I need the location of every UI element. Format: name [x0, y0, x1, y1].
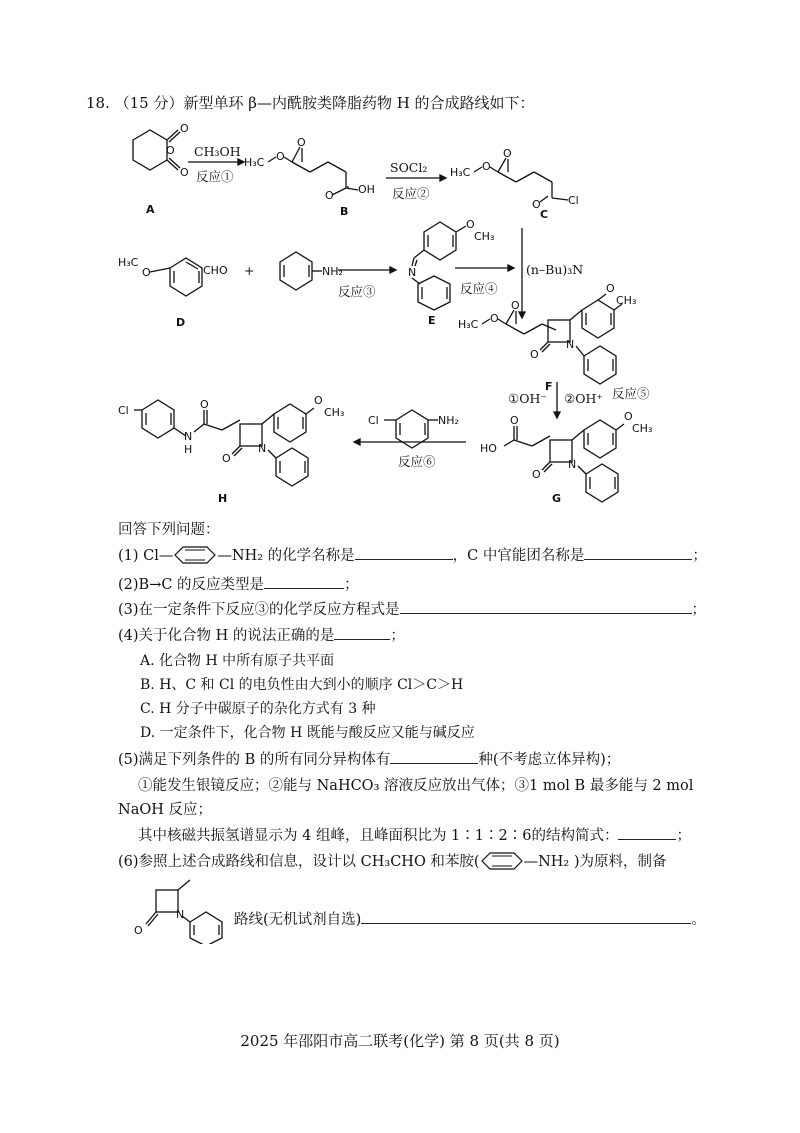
cond-r2-top: SOCl₂	[390, 160, 428, 175]
answer-blank-1b[interactable]	[584, 545, 692, 560]
molecule-aniline	[280, 252, 322, 290]
label-E: E	[428, 314, 436, 327]
target-beta-lactam-structure	[130, 872, 240, 944]
answer-blank-1a[interactable]	[355, 545, 453, 560]
atom-O: O	[466, 218, 475, 231]
atom-O: O	[142, 266, 151, 279]
answer-blank-4[interactable]	[334, 625, 390, 640]
question-2	[118, 573, 359, 594]
q4-option-d[interactable]: D. 一定条件下，化合物 H 既能与酸反应又能与碱反应	[140, 725, 475, 741]
label-B: B	[340, 205, 349, 218]
question-intro: 新型单环 β—内酰胺类降脂药物 H 的合成路线如下：	[183, 94, 535, 112]
atom-O: O	[532, 468, 541, 481]
q1-mid2: ，C 中官能团名称是	[452, 548, 585, 564]
atom-H3C: H₃C	[244, 156, 265, 169]
cond-r1-top: CH₃OH	[194, 144, 241, 159]
cond-r4: 反应④	[460, 281, 498, 296]
atom-O: O	[532, 198, 541, 211]
label-G: G	[552, 492, 562, 505]
atom-O: O	[503, 147, 512, 160]
label-A: A	[146, 203, 155, 216]
question-3	[118, 598, 706, 619]
atom-CH3: CH₃	[616, 294, 637, 307]
atom-O: O	[180, 166, 189, 179]
question-4	[118, 624, 405, 645]
atom-O: O	[166, 144, 175, 157]
atom-CHO: CHO	[203, 264, 228, 277]
q5-nmr-line	[138, 824, 691, 845]
atom-O: O	[490, 312, 499, 325]
q1-mid: —NH₂ 的化学名称是	[217, 548, 355, 564]
answer-intro: 回答下列问题：	[118, 522, 220, 538]
q5-text: (5)满足下列条件的 B 的所有同分异构体有	[118, 752, 391, 768]
q6-text: (6)参照上述合成路线和信息，设计以 CH₃CHO 和苯胺(	[118, 854, 480, 870]
cond-r3: 反应③	[338, 284, 376, 299]
q2-end: ；	[344, 577, 359, 593]
q3-text: (3)在一定条件下反应③的化学反应方程式是	[118, 602, 400, 618]
atom-CH3: CH₃	[324, 406, 345, 419]
atom-H3C: H₃C	[458, 318, 479, 331]
atom-Cl: Cl	[568, 194, 579, 207]
question-1	[118, 544, 707, 565]
q1-prefix: (1) Cl—	[118, 548, 174, 564]
q6-route: 路线(无机试剂自选)	[234, 912, 362, 928]
q5-nmr: 其中核磁共振氢谱显示为 4 组峰，且峰面积比为 1∶1∶2∶6的结构简式：	[138, 828, 619, 844]
page-footer: 2025 年邵阳市高二联考(化学) 第 8 页(共 8 页)	[240, 1032, 560, 1050]
atom-O: O	[530, 348, 539, 361]
molecule-G	[504, 420, 624, 502]
q6-text2: —NH₂ )为原料，制备	[523, 854, 667, 870]
q6-end: 。	[691, 912, 706, 928]
label-H: H	[218, 492, 228, 505]
q4-text: (4)关于化合物 H 的说法正确的是	[118, 628, 335, 644]
atom-O: O	[276, 150, 285, 163]
question-score: （15 分）	[114, 94, 184, 112]
atom-O: O	[510, 414, 519, 427]
atom-O: O	[180, 122, 189, 135]
label-D: D	[176, 316, 186, 329]
atom-N: N	[176, 908, 185, 921]
question-number: 18.	[86, 94, 110, 112]
molecule-E	[412, 222, 466, 310]
q6-route-line	[234, 908, 706, 929]
atom-H3C: H₃C	[450, 166, 471, 179]
atom-O: O	[314, 394, 323, 407]
q5-nmr-end: ；	[676, 828, 691, 844]
atom-O: O	[297, 136, 306, 149]
molecule-H	[134, 400, 314, 486]
question-6	[118, 850, 667, 871]
synthesis-scheme	[0, 0, 800, 510]
q4-option-c[interactable]: C. H 分子中碳原子的杂化方式有 3 种	[140, 701, 376, 717]
atom-O: O	[511, 299, 520, 312]
cond-r4-reagent: (n–Bu)₃N	[526, 262, 584, 277]
atom-H3C: H₃C	[118, 256, 139, 269]
atom-O: O	[606, 282, 615, 295]
atom-O: O	[325, 189, 334, 202]
benzene-ring-icon	[480, 852, 524, 870]
atom-CH3: CH₃	[474, 230, 495, 243]
atom-OH: OH	[358, 183, 375, 196]
label-C: C	[540, 208, 549, 221]
atom-CH3: CH₃	[632, 422, 653, 435]
q5-end: 种(不考虑立体异构)；	[478, 752, 621, 768]
atom-H: H	[184, 443, 193, 456]
q4-option-a[interactable]: A. 化合物 H 中所有原子共平面	[140, 653, 335, 669]
atom-N: N	[568, 458, 577, 471]
cond-r5-step1: ①OH⁻	[508, 391, 547, 406]
q5-condition-line1: ①能发生银镜反应；②能与 NaHCO₃ 溶液反应放出气体；③1 mol B 最多能与 2 mol	[138, 778, 694, 794]
atom-N: N	[566, 338, 575, 351]
atom-O: O	[134, 924, 143, 937]
atom-Cl: Cl	[118, 404, 129, 417]
atom-N: N	[408, 266, 417, 279]
atom-Cl: Cl	[368, 414, 379, 427]
question-5	[118, 748, 620, 769]
benzene-ring-icon	[173, 546, 217, 564]
q4-end: ；	[390, 628, 405, 644]
atom-HO: HO	[480, 442, 497, 455]
cond-r6: 反应⑥	[398, 454, 436, 469]
atom-N: N	[184, 430, 193, 443]
answer-blank-6[interactable]	[361, 909, 691, 924]
plus-sign: +	[244, 263, 255, 278]
answer-blank-5b[interactable]	[618, 825, 676, 840]
atom-O: O	[200, 398, 209, 411]
q5-condition-line2: NaOH 反应；	[118, 802, 212, 818]
cond-r5-step2: ②OH⁺	[564, 391, 603, 406]
atom-O: O	[482, 160, 491, 173]
cond-r5: 反应⑤	[612, 386, 650, 401]
molecule-D	[150, 258, 202, 296]
atom-O: O	[222, 452, 231, 465]
q3-end: ；	[691, 602, 707, 618]
cond-r1-bottom: 反应①	[196, 169, 234, 184]
answer-blank-3[interactable]	[400, 599, 692, 614]
q1-end: ；	[692, 548, 707, 564]
answer-blank-2[interactable]	[264, 574, 344, 589]
atom-O: O	[624, 410, 633, 423]
atom-NH2: NH₂	[322, 265, 343, 278]
answer-blank-5a[interactable]	[390, 749, 478, 764]
q4-option-b[interactable]: B. H、C 和 Cl 的电负性由大到小的顺序 Cl＞C＞H	[140, 677, 464, 693]
atom-NH2: NH₂	[438, 414, 459, 427]
cond-r2-bottom: 反应②	[392, 186, 430, 201]
atom-N: N	[258, 442, 267, 455]
q2-text: (2)B→C 的反应类型是	[118, 577, 265, 593]
label-F: F	[545, 380, 553, 393]
molecule-F	[482, 294, 622, 384]
